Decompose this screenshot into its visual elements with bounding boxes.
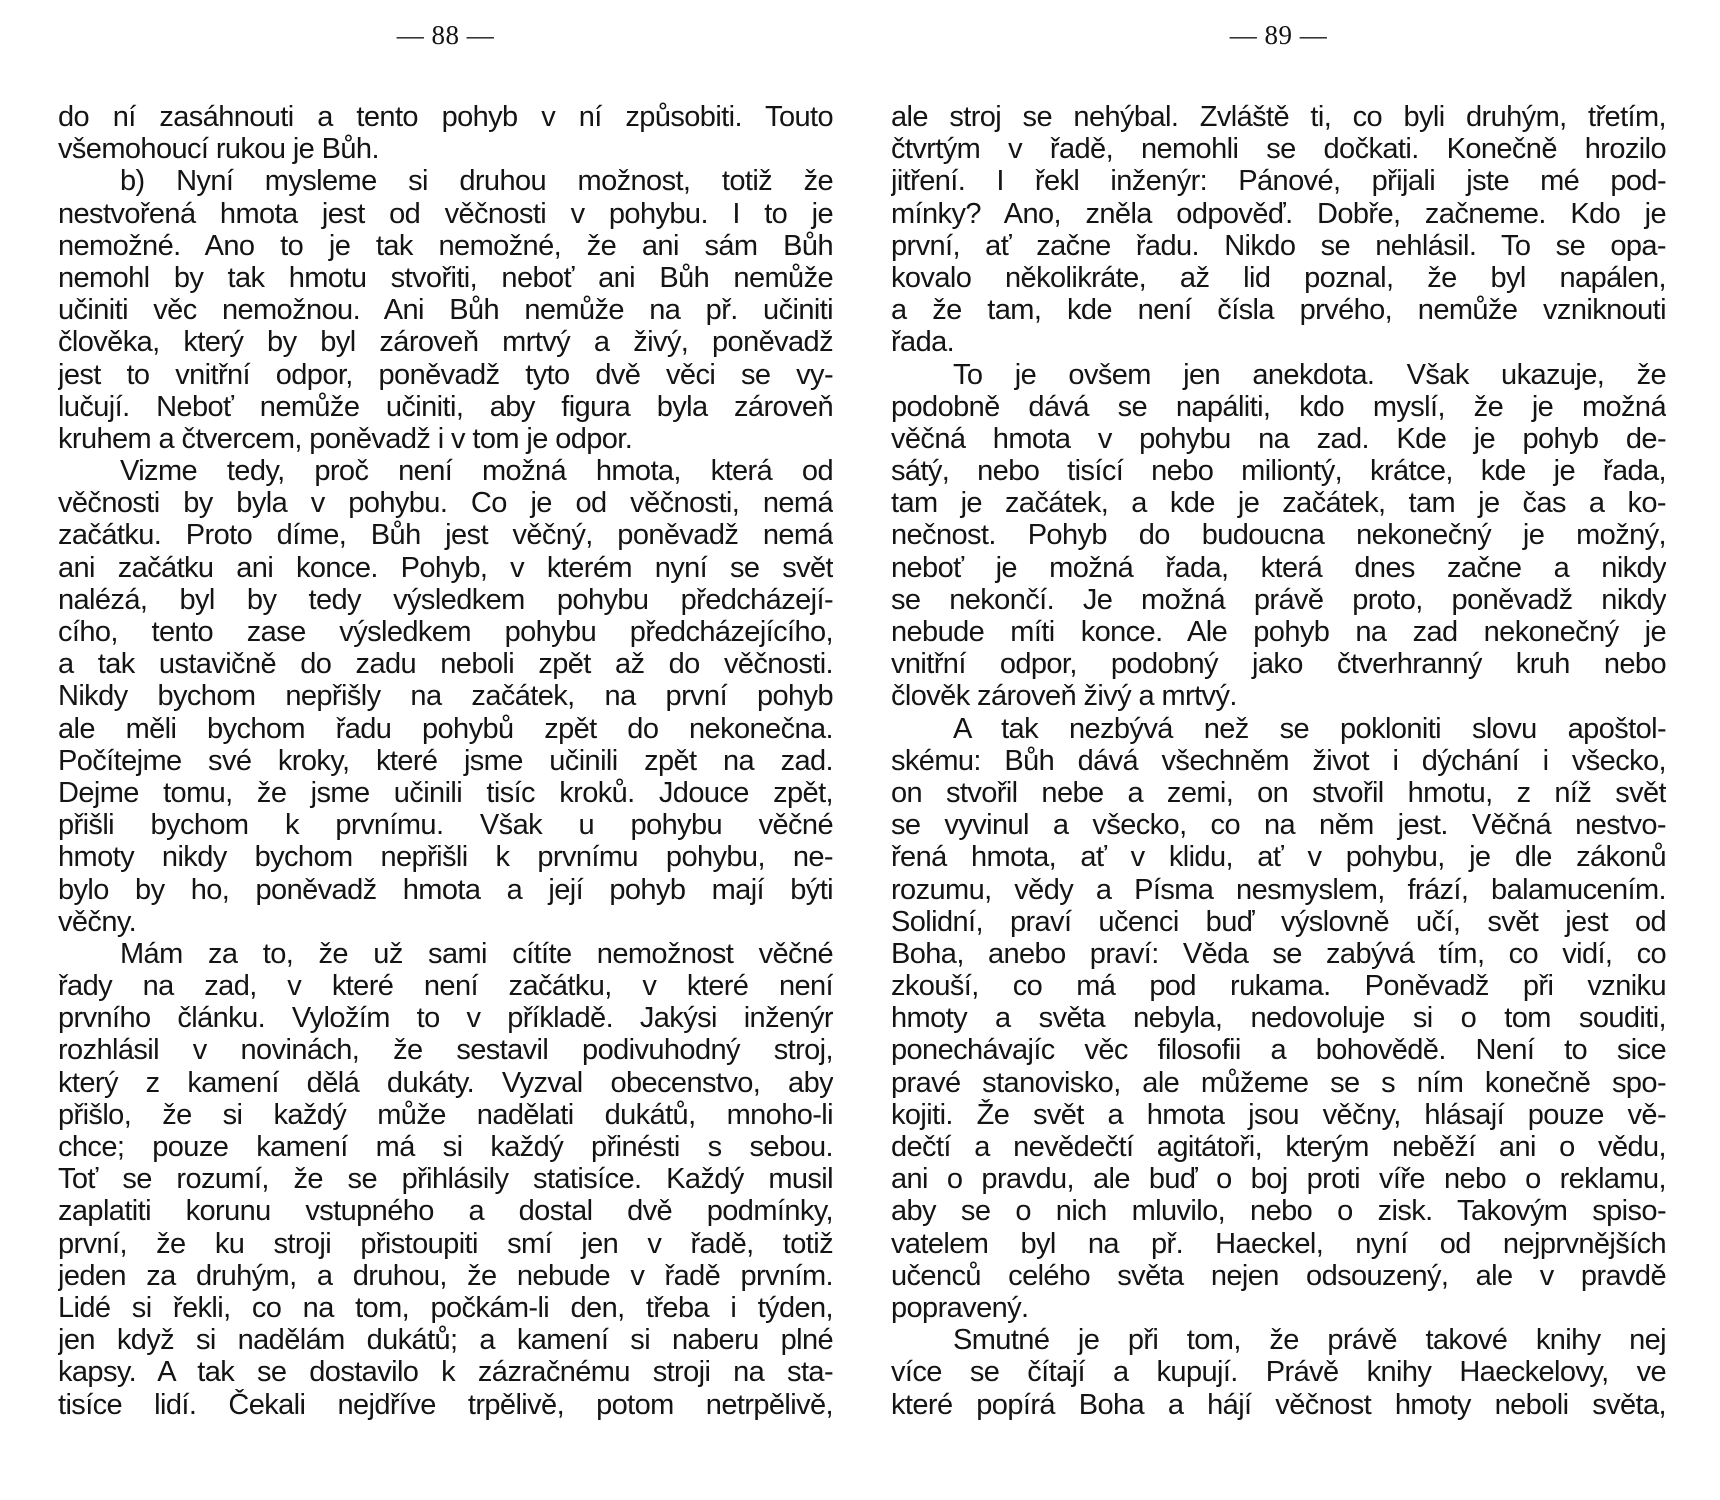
text-line: přišli bychom k prvnímu. Však u pohybu věčné	[58, 809, 833, 842]
text-line: řada.	[891, 326, 955, 359]
page-left	[58, 0, 833, 1500]
text-line: sátý, nebo tisící nebo miliontý, krátce, kde je řada,	[891, 455, 1666, 488]
paragraph	[891, 713, 1666, 1325]
text-line: aby se o nich mluvilo, nebo o zisk. Takovým spiso-	[891, 1195, 1666, 1228]
text-line: kojiti. Že svět a hmota jsou věčny, hlásají pouze vě-	[891, 1098, 1666, 1131]
text-line: první, že ku stroji přistoupiti smí jen v řadě, totiž	[58, 1227, 833, 1260]
text-line: ale stroj se nehýbal. Zvláště ti, co byli druhým, třetím,	[891, 101, 1666, 133]
text-line: A tak nezbývá než se pokloniti slovu apoštol-	[953, 712, 1666, 745]
text-line: rozhlásil v novinách, že sestavil podivuhodný stroj,	[58, 1034, 833, 1067]
text-line: ale měli bychom řadu pohybů zpět do nekonečna.	[58, 712, 833, 745]
text-line: lučují. Neboť nemůže učiniti, aby figura byla zároveň	[58, 390, 833, 423]
text-line: podobně dává se napáliti, kdo myslí, že je možná	[891, 390, 1666, 423]
text-line: věčná hmota v pohybu na zad. Kde je pohyb de-	[891, 422, 1666, 455]
text-line: člověk zároveň živý a mrtvý.	[891, 680, 1237, 713]
text-line: zkouší, co má pod rukama. Poněvadž při vzniku	[891, 970, 1666, 1003]
paragraph	[891, 359, 1666, 713]
text-line: vatelem byl na př. Haeckel, nyní od nejprvnějších	[891, 1227, 1666, 1260]
text-line: Počítejme své kroky, které jsme učinili zpět na zad.	[58, 744, 833, 777]
text-line: chce; pouze kamení má si každý přinésti s sebou.	[58, 1131, 833, 1163]
text-line: To je ovšem jen anekdota. Však ukazuje, že	[953, 358, 1666, 391]
text-line: hmoty a světa nebyla, nedovoluje si o tom souditi,	[891, 1002, 1666, 1035]
text-line: mínky? Ano, zněla odpověď. Dobře, začneme. Kdo je	[891, 197, 1666, 230]
text-line: rozumu, vědy a Písma nesmyslem, frází, balamucením.	[891, 873, 1666, 906]
text-line: Nikdy bychom nepřišly na začátek, na první pohyb	[58, 680, 833, 713]
text-line: prvního článku. Vyložím to v příkladě. Jakýsi inženýr	[58, 1002, 833, 1035]
text-line: on stvořil nebe a zemi, on stvořil hmotu, z níž svět	[891, 776, 1666, 809]
text-line: se nekončí. Je možná právě proto, poněvadž nikdy	[891, 583, 1666, 616]
text-line: popravený.	[891, 1291, 1029, 1324]
body-text	[891, 101, 1666, 1421]
text-line: řady na zad, v které není začátku, v které není	[58, 970, 833, 1003]
page-number: — 89 —	[1229, 20, 1328, 50]
text-line: nestvořená hmota jest od věčnosti v pohybu. I to je	[58, 197, 833, 230]
text-line: nemohl by tak hmotu stvořiti, neboť ani Bůh nemůže	[58, 261, 833, 294]
text-line: Lidé si řekli, co na tom, počkám-li den, třeba i týden,	[58, 1291, 833, 1324]
text-line: jeden za druhým, a druhou, že nebude v řadě prvním.	[58, 1259, 833, 1292]
paragraph	[58, 938, 833, 1421]
text-line: ani začátku ani konce. Pohyb, v kterém nyní se svět	[58, 551, 833, 584]
text-line: věčnosti by byla v pohybu. Co je od věčnosti, nemá	[58, 487, 833, 520]
text-line: kovalo několikráte, až lid poznal, že byl napálen,	[891, 261, 1666, 294]
text-line: jitření. I řekl inženýr: Pánové, přijali jste mé pod-	[891, 165, 1666, 198]
text-line: ponechávajíc věc filosofii a bohovědě. Není to sice	[891, 1034, 1666, 1067]
text-line: neboť je možná řada, která dnes začne a nikdy	[891, 551, 1666, 584]
text-line: skému: Bůh dává všechněm život i dýchání i všecko,	[891, 744, 1666, 777]
body-text	[58, 101, 833, 1421]
text-line: Mám za to, že už sami cítíte nemožnost věčné	[120, 937, 833, 970]
text-line: Toť se rozumí, že se přihlásily statisíce. Každý musil	[58, 1163, 833, 1196]
text-line: dečtí a nevědečtí agitátoři, kterým neběží ani o vědu,	[891, 1131, 1666, 1163]
paragraph	[891, 1324, 1666, 1421]
text-line: všemohoucí rukou je Bůh.	[58, 133, 379, 166]
text-line: věčny.	[58, 905, 137, 938]
text-line: přišlo, že si každý může nadělati dukátů, mnoho-li	[58, 1098, 833, 1131]
text-line: Dejme tomu, že jsme učinili tisíc kroků. Jdouce zpět,	[58, 776, 833, 809]
text-line: cího, tento zase výsledkem pohybu předcházejícího,	[58, 616, 833, 648]
page-right	[891, 0, 1666, 1500]
text-line: začátku. Proto díme, Bůh jest věčný, poněvadž nemá	[58, 519, 833, 552]
text-line: Smutné je při tom, že právě takové knihy nej	[953, 1324, 1666, 1357]
text-line: nemožné. Ano to je tak nemožné, že ani sám Bůh	[58, 229, 833, 262]
text-line: které popírá Boha a hájí věčnost hmoty neboli světa,	[891, 1388, 1666, 1421]
text-line: jest to vnitřní odpor, poněvadž tyto dvě věci se vy-	[58, 358, 833, 391]
text-line: vnitřní odpor, podobný jako čtverhranný kruh nebo	[891, 648, 1666, 681]
text-line: tam je začátek, a kde je začátek, tam je čas a ko-	[891, 487, 1666, 520]
text-line: který z kamení dělá dukáty. Vyzval obecenstvo, aby	[58, 1066, 833, 1099]
text-line: kruhem a čtvercem, poněvadž i v tom je odpor.	[58, 422, 633, 455]
text-line: bylo by ho, poněvadž hmota a její pohyb mají býti	[58, 873, 833, 906]
text-line: hmoty nikdy bychom nepřišli k prvnímu pohybu, ne-	[58, 841, 833, 874]
text-line: učenců celého světa nejen odsouzený, ale v pravdě	[891, 1259, 1666, 1292]
text-line: Boha, anebo praví: Věda se zabývá tím, co vidí, co	[891, 937, 1666, 970]
text-line: nalézá, byl by tedy výsledkem pohybu předcházejí-	[58, 583, 833, 616]
text-line: řená hmota, ať v klidu, ať v pohybu, je dle zákonů	[891, 841, 1666, 874]
text-line: Solidní, praví učenci buď výslovně učí, svět jest od	[891, 905, 1666, 938]
text-line: pravé stanovisko, ale můžeme se s ním konečně spo-	[891, 1066, 1666, 1099]
text-line: tisíce lidí. Čekali nejdříve trpělivě, potom netrpělivě,	[58, 1388, 833, 1421]
text-line: do ní zasáhnouti a tento pohyb v ní způsobiti. Touto	[58, 101, 833, 133]
text-line: ani o pravdu, ale buď o boj proti víře nebo o reklamu,	[891, 1163, 1666, 1196]
text-line: a že tam, kde není čísla prvého, nemůže vzniknouti	[891, 294, 1666, 327]
text-line: nečnost. Pohyb do budoucna nekonečný je možný,	[891, 519, 1666, 552]
text-line: zaplatiti korunu vstupného a dostal dvě podmínky,	[58, 1195, 833, 1228]
paragraph	[58, 165, 833, 455]
text-line: více se čítají a kupují. Právě knihy Haeckelovy, ve	[891, 1356, 1666, 1389]
text-line: čtvrtým v řadě, nemohli se dočkati. Konečně hrozilo	[891, 133, 1666, 166]
text-line: první, ať začne řadu. Nikdo se nehlásil. To se opa-	[891, 229, 1666, 262]
text-line: se vyvinul a všecko, co na něm jest. Věčná nestvo-	[891, 809, 1666, 842]
text-line: b) Nyní mysleme si druhou možnost, totiž že	[120, 165, 833, 198]
text-line: Vizme tedy, proč není možná hmota, která od	[120, 455, 833, 488]
page-number: — 88 —	[396, 20, 495, 50]
paragraph	[891, 101, 1666, 359]
text-line: učiniti věc nemožnou. Ani Bůh nemůže na př. učiniti	[58, 294, 833, 327]
paragraph	[58, 101, 833, 165]
text-line: člověka, který by byl zároveň mrtvý a živý, poněvadž	[58, 326, 833, 359]
text-line: nebude míti konce. Ale pohyb na zad nekonečný je	[891, 616, 1666, 648]
text-line: a tak ustavičně do zadu neboli zpět až do věčnosti.	[58, 648, 833, 681]
paragraph	[58, 455, 833, 938]
text-line: jen když si nadělám dukátů; a kamení si naberu plné	[58, 1324, 833, 1357]
text-line: kapsy. A tak se dostavilo k zázračnému stroji na sta-	[58, 1356, 833, 1389]
